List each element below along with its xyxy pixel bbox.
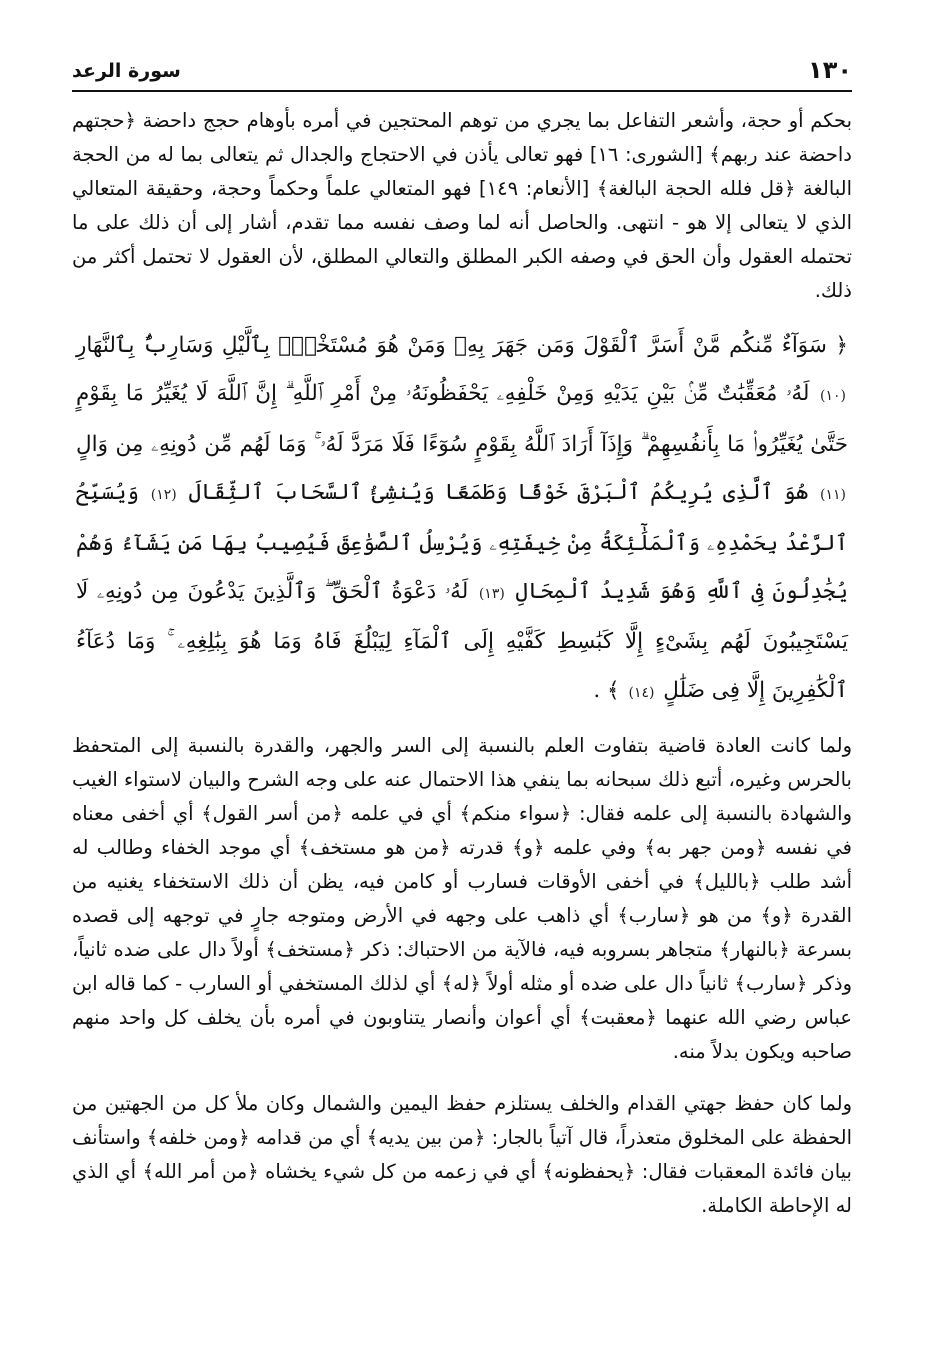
page-body [72, 104, 852, 1223]
ayah-number-12: (١٢) [150, 487, 177, 504]
paragraph-intro: بحكم أو حجة، وأشعر التفاعل بما يجري من توهم المحتجين في أمره بأوهام حجج داحضة ﴿حجتهم داحضة عند ربهم﴾ [الشورى: ١٦] فهو تعالى يأذن في الاحتجاج والجدال ثم يتعالى بما له من الحجة البالغة ﴿قل فلله الحجة البالغة﴾ [الأنعام: ١٤٩] فهو المتعالي علماً وحكماً وحجة، وحقيقة المتعالي الذي لا يتعالى إلا هو - انتهى. والحاصل أنه لما وصف نفسه مما تقدم، أشار إلى أن ذلك على ما تحتمله العقول وأن الحق في وصفه الكبر المطلق والتعالي المطلق، لأن العقول لا تحتمل أكثر من ذلك. [72, 109, 853, 302]
page-header [72, 52, 852, 92]
quran-verses-block [72, 322, 852, 717]
ayah-number-13: (١٣) [478, 586, 505, 603]
header-rule [72, 90, 852, 92]
verse-text: وَيُسَبِّحُ ٱلرَّعْدُ بِحَمْدِهِۦ وَٱلْمَلَٰٓئِكَةُ مِنْ خِيفَتِهِۦ وَيُرْسِلُ ٱلصَّوَٰعِقَ فَيُصِيبُ بِهَا مَن يَشَآءُ وَهُمْ يُجَٰدِلُونَ فِى ٱللَّهِ وَهُوَ شَدِيدُ ٱلْمِحَالِ [76, 480, 848, 605]
verse-12 [149, 480, 809, 505]
ayah-number-14: (١٤) [628, 684, 655, 701]
verse-close-bracket: ﴾ . [593, 677, 620, 703]
ayah-number-10: (١٠) [820, 388, 846, 405]
verse-text: لَهُۥ دَعْوَةُ ٱلْحَقِّ ۖ وَٱلَّذِينَ يَدْعُونَ مِن دُونِهِۦ لَا يَسْتَجِيبُونَ لَهُم بِشَىْءٍ إِلَّا كَبَٰسِطِ كَفَّيْهِ إِلَى ٱلْمَآءِ لِيَبْلُغَ فَاهُ وَمَا هُوَ بِبَٰلِغِهِۦ ۚ وَمَا دُعَآءُ ٱلْكَٰفِرِينَ إِلَّا فِى ضَلَٰلٍ [76, 579, 848, 703]
paragraph-commentary-2: ولما كان حفظ جهتي القدام والخلف يستلزم حفظ اليمين والشمال وكان ملأ كل من الجهتين من الحفظة على المخلوق متعذراً، قال آتياً بالجار: ﴿من بين يديه﴾ أي من قدامه ﴿ومن خلفه﴾ واستأنف بيان فائدة المعقبات فقال: ﴿يحفظونه﴾ أي في زعمه من كل شيء يخشاه ﴿من أمر الله﴾ أي الذي له الإحاطة الكاملة. [72, 1092, 852, 1218]
verse-text: لَهُۥ مُعَقِّبَٰتٌ مِّنۢ بَيْنِ يَدَيْهِ وَمِنْ خَلْفِهِۦ يَحْفَظُونَهُۥ مِنْ أَمْرِ ٱللَّهِ ۗ إِنَّ ٱللَّهَ لَا يُغَيِّرُ مَا بِقَوْمٍ حَتَّىٰ يُغَيِّرُوا۟ مَا بِأَنفُسِهِمْ ۗ وَإِذَآ أَرَادَ ٱللَّهُ بِقَوْمٍ سُوٓءًا فَلَا مَرَدَّ لَهُۥ ۚ وَمَا لَهُم مِّن دُونِهِۦ مِن وَالٍ [76, 381, 848, 457]
verse-text: هُوَ ٱلَّذِى يُرِيكُمُ ٱلْبَرْقَ خَوْفًا وَطَمَعًا وَيُنشِئُ ٱلسَّحَابَ ٱلثِّقَالَ [188, 480, 809, 506]
paragraph-commentary: ولما كانت العادة قاضية بتفاوت العلم بالنسبة إلى السر والجهر، والقدرة بالنسبة إلى المتحفظ بالحرس وغيره، أتبع ذلك سبحانه بما ينفي هذا الاحتمال عنه على وجه الشرح والبيان لاستواء الغيب والشهادة بالنسبة إلى علمه فقال: ﴿سواء منكم﴾ أي في علمه ﴿من أسر القول﴾ أي أخفى معناه في نفسه ﴿ومن جهر به﴾ وفي علمه ﴿و﴾ قدرته ﴿من هو مستخف﴾ أي موجد الخفاء وطالب له أشد طلب ﴿بالليل﴾ في أخفى الأوقات فسارب أو كامن فيه، يظن أن ذلك الاستخفاء يغنيه من القدرة ﴿و﴾ من هو ﴿سارب﴾ أي ذاهب على وجهه في الأرض ومتوجه جارٍ في توجهه إلى قصده بسرعة ﴿بالنهار﴾ متجاهر بسروبه فيه، فالآية من الاحتباك: ذكر ﴿مستخف﴾ أولاً دال على ضده ثانياً، وذكر ﴿سارب﴾ ثانياً دال على ضده أو مثله أولاً ﴿له﴾ أي لذلك المستخفي أو السارب - كما قاله ابن عباس رضي الله عنهما ﴿معقبت﴾ أي أعوان وأنصار يتناوبون في أمره بأن يخلف كل واحد منهم صاحبه ويكون بدلاً منه. [72, 734, 852, 1064]
verse-text: ﴿ سَوَآءٌ مِّنكُم مَّنْ أَسَرَّ ٱلْقَوْلَ وَمَن جَهَرَ بِهِۦ وَمَنْ هُوَ مُسْتَخْفٍۭ بِٱلَّيْلِ وَسَارِبٌۢ بِٱلنَّهَارِ [76, 333, 848, 358]
page-number: ١٣٠ [808, 56, 852, 84]
surah-title: سورة الرعد [72, 60, 181, 82]
ayah-number-11: (١١) [820, 487, 847, 504]
